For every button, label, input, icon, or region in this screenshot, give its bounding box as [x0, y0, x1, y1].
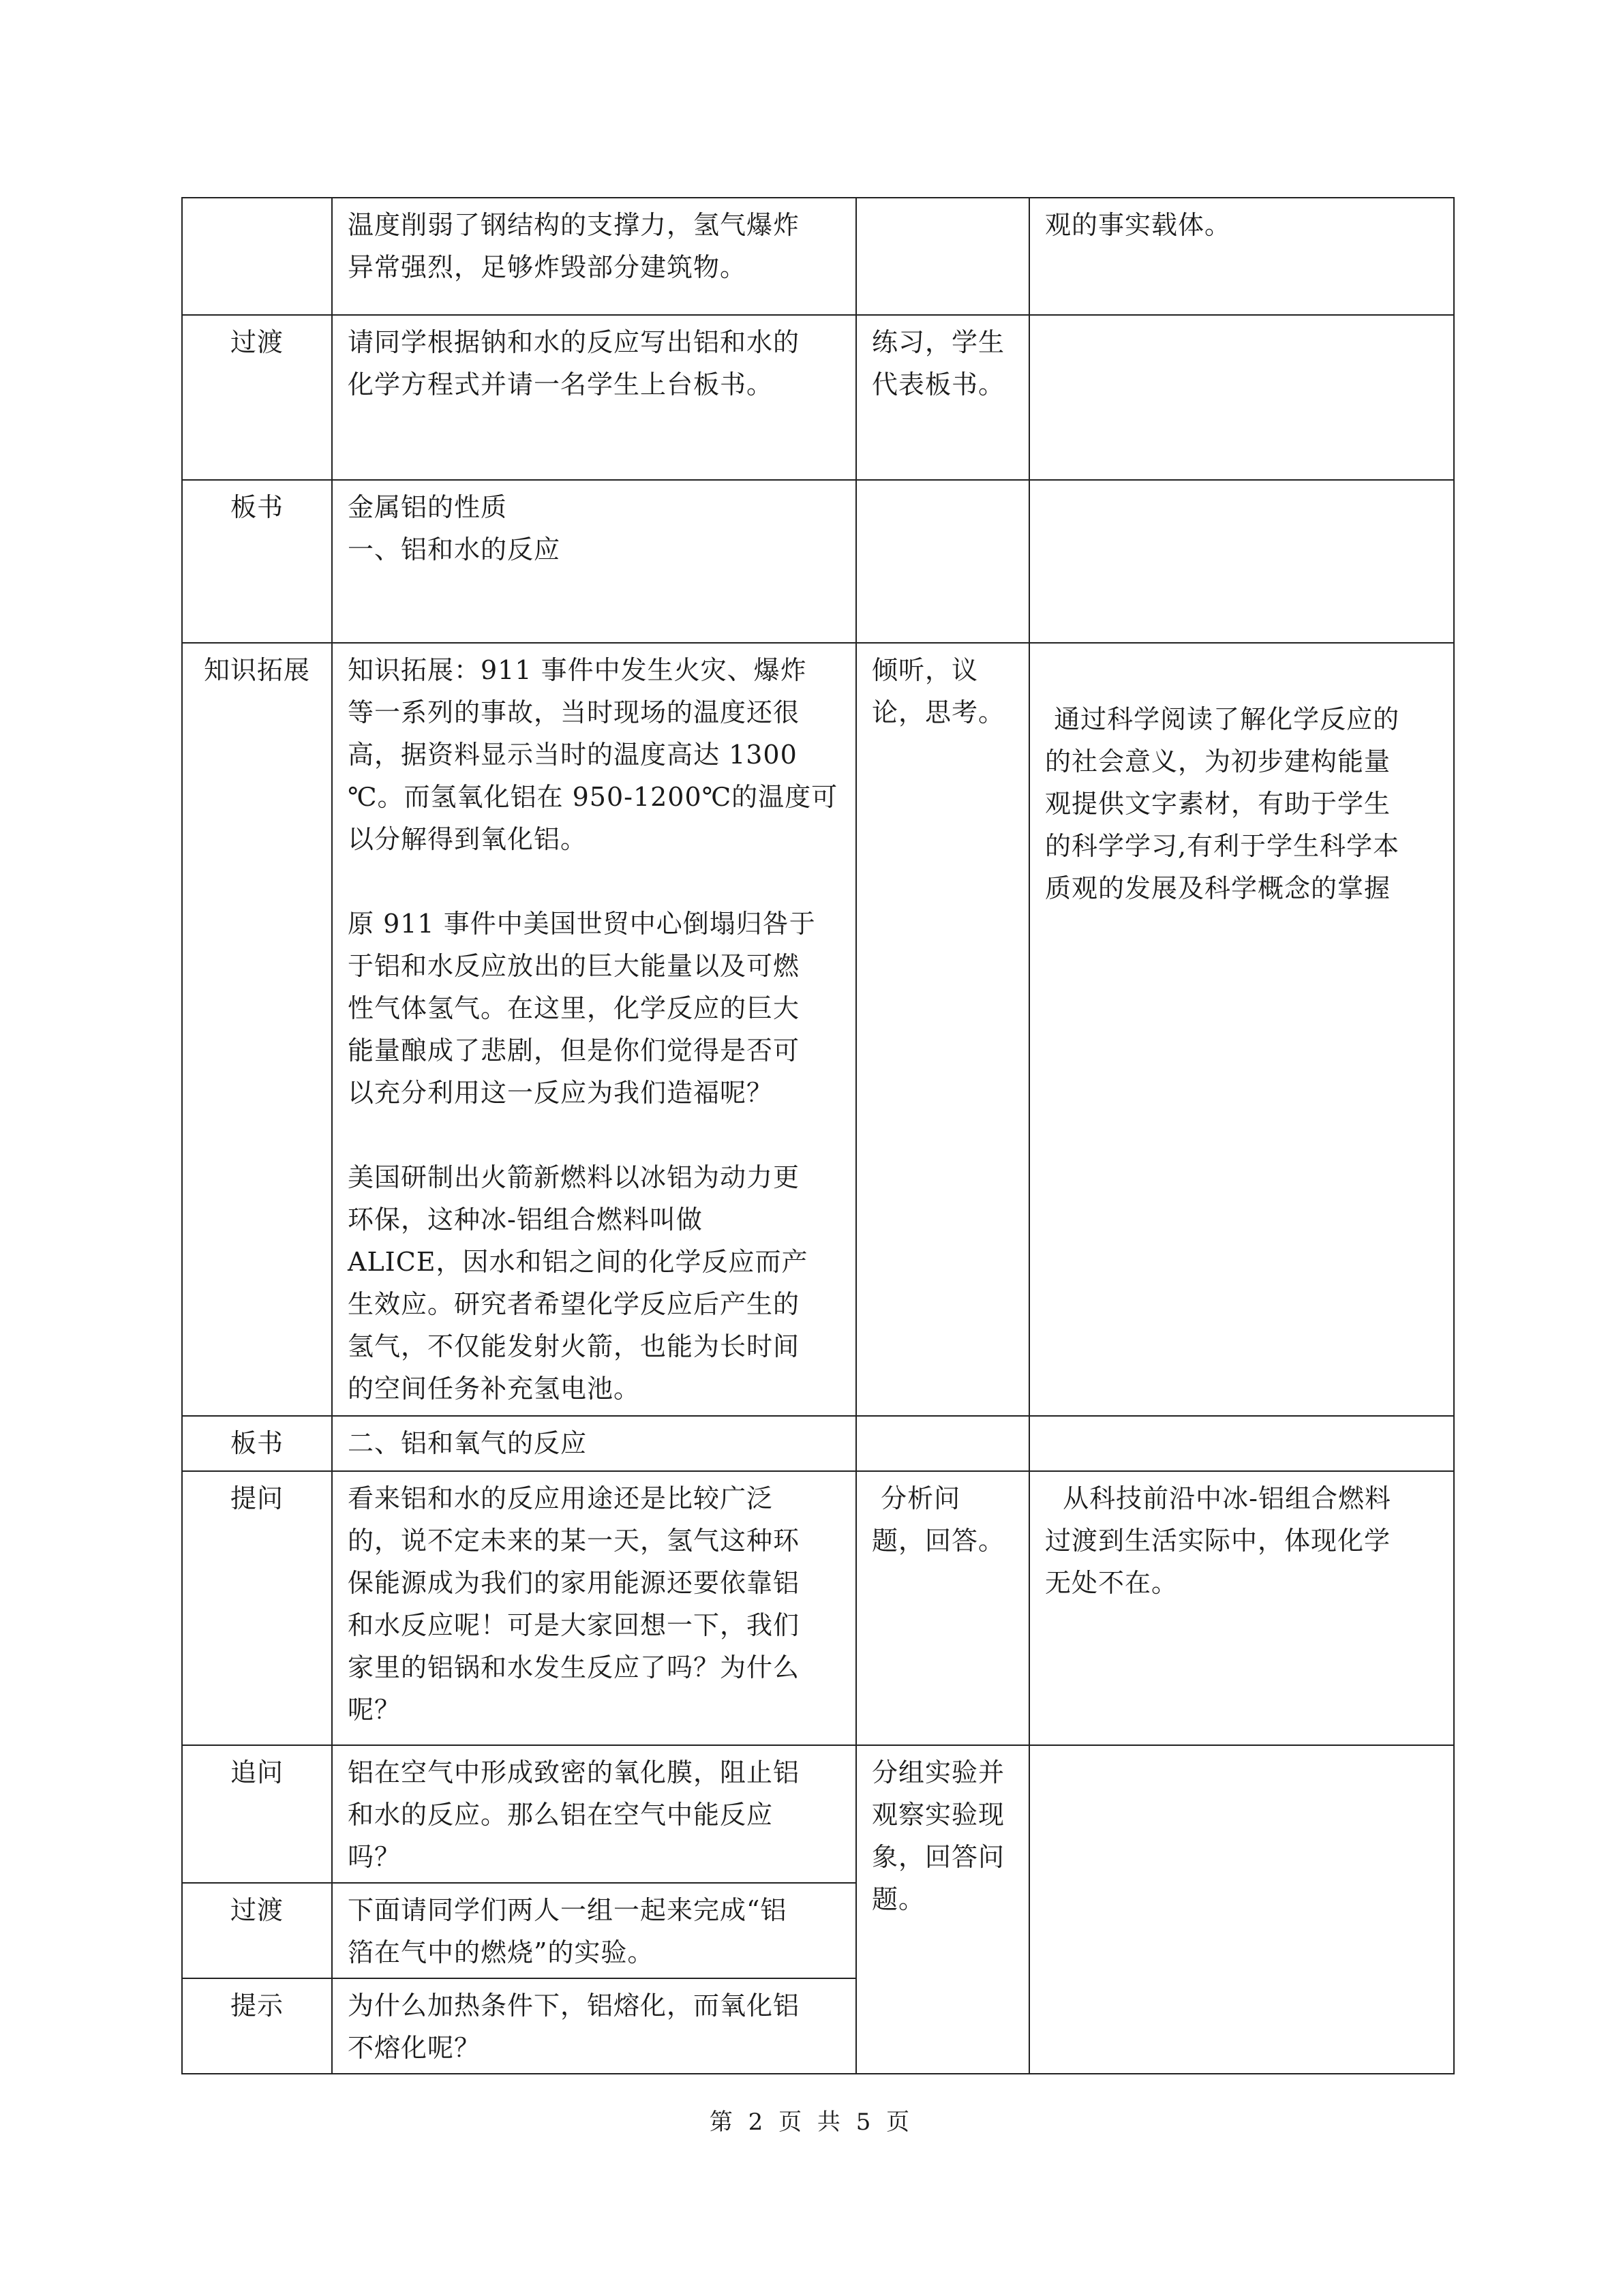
paragraph: 温度削弱了钢结构的支撑力，氢气爆炸 异常强烈，足够炸毁部分建筑物。	[348, 210, 800, 282]
student-activity	[856, 198, 1029, 315]
table-row	[182, 315, 1454, 480]
row-label: 过渡	[182, 1883, 332, 1978]
teacher-activity	[332, 198, 856, 315]
design-intent	[1029, 1416, 1454, 1471]
table-row	[182, 1416, 1454, 1471]
design-intent: 通过科学阅读了解化学反应的 的社会意义，为初步建构能量 观提供文字素材，有助于学生 的科学学习,有利于学生科学本 质观的发展及科学概念的掌握	[1029, 643, 1454, 1416]
teacher-activity	[332, 315, 856, 480]
design-intent	[1029, 1745, 1454, 2074]
design-intent: 从科技前沿中冰-铝组合燃料 过渡到生活实际中，体现化学 无处不在。	[1029, 1471, 1454, 1745]
teacher-activity	[332, 1883, 856, 1978]
paragraph: 铝在空气中形成致密的氧化膜，阻止铝 和水的反应。那么铝在空气中能反应 吗？	[348, 1757, 800, 1872]
student-activity: 分组实验并 观察实验现 象，回答问 题。	[856, 1745, 1029, 2074]
row-label: 过渡	[182, 315, 332, 480]
teacher-activity	[332, 480, 856, 643]
paragraph: 为什么加热条件下，铝熔化，而氧化铝 不熔化呢？	[348, 1991, 800, 2063]
student-activity	[856, 1416, 1029, 1471]
teacher-activity	[332, 1416, 856, 1471]
row-label: 板书	[182, 480, 332, 643]
paragraph: 知识拓展：911 事件中发生火灾、爆炸 等一系列的事故，当时现场的温度还很 高，据资料显示当时的温度高达 1300 ℃。而氢氧化铝在 950-1200℃的温度可 以分解得到氧化铝。	[348, 655, 838, 854]
design-intent	[1029, 315, 1454, 480]
paragraph: 二、铝和氧气的反应	[348, 1428, 588, 1458]
row-label: 提示	[182, 1978, 332, 2074]
design-intent	[1029, 480, 1454, 643]
row-label: 追问	[182, 1745, 332, 1883]
table-row	[182, 1745, 1454, 1883]
row-label: 提问	[182, 1471, 332, 1745]
teacher-activity	[332, 1745, 856, 1883]
paragraph: 看来铝和水的反应用途还是比较广泛 的，说不定未来的某一天，氢气这种环 保能源成为我们的家用能源还要依靠铝 和水反应呢！可是大家回想一下，我们 家里的铝锅和水发生反应了吗？为什么 呢？	[348, 1483, 800, 1725]
student-activity: 练习，学生 代表板书。	[856, 315, 1029, 480]
page-footer: 第 2 页 共 5 页	[709, 2109, 914, 2136]
lesson-table	[181, 197, 1455, 2074]
row-label	[182, 198, 332, 315]
student-activity: 倾听，议 论，思考。	[856, 643, 1029, 1416]
teacher-activity	[332, 1471, 856, 1745]
paragraph: 下面请同学们两人一组一起来完成“铝 箔在气中的燃烧”的实验。	[348, 1895, 787, 1967]
paragraph: 金属铝的性质 一、铝和水的反应	[348, 492, 561, 564]
table-row	[182, 198, 1454, 315]
teacher-activity	[332, 643, 856, 1416]
row-label: 知识拓展	[182, 643, 332, 1416]
paragraph: 请同学根据钠和水的反应写出铝和水的 化学方程式并请一名学生上台板书。	[348, 327, 800, 399]
table-row	[182, 1471, 1454, 1745]
table-row	[182, 480, 1454, 643]
paragraph: 美国研制出火箭新燃料以冰铝为动力更 环保，这种冰-铝组合燃料叫做 ALICE，因水和铝之间的化学反应而产 生效应。研究者希望化学反应后产生的 氢气，不仅能发射火箭，也能为长时间 的空间任务补充氢电池。	[348, 1162, 808, 1404]
design-intent: 观的事实载体。	[1029, 198, 1454, 315]
table-row	[182, 643, 1454, 1416]
row-label: 板书	[182, 1416, 332, 1471]
teacher-activity	[332, 1978, 856, 2074]
student-activity: 分析问 题，回答。	[856, 1471, 1029, 1745]
student-activity	[856, 480, 1029, 643]
paragraph: 原 911 事件中美国世贸中心倒塌归咎于 于铝和水反应放出的巨大能量以及可燃 性气体氢气。在这里，化学反应的巨大 能量酿成了悲剧，但是你们觉得是否可 以充分利用这一反应为我们造福呢？	[348, 909, 816, 1108]
